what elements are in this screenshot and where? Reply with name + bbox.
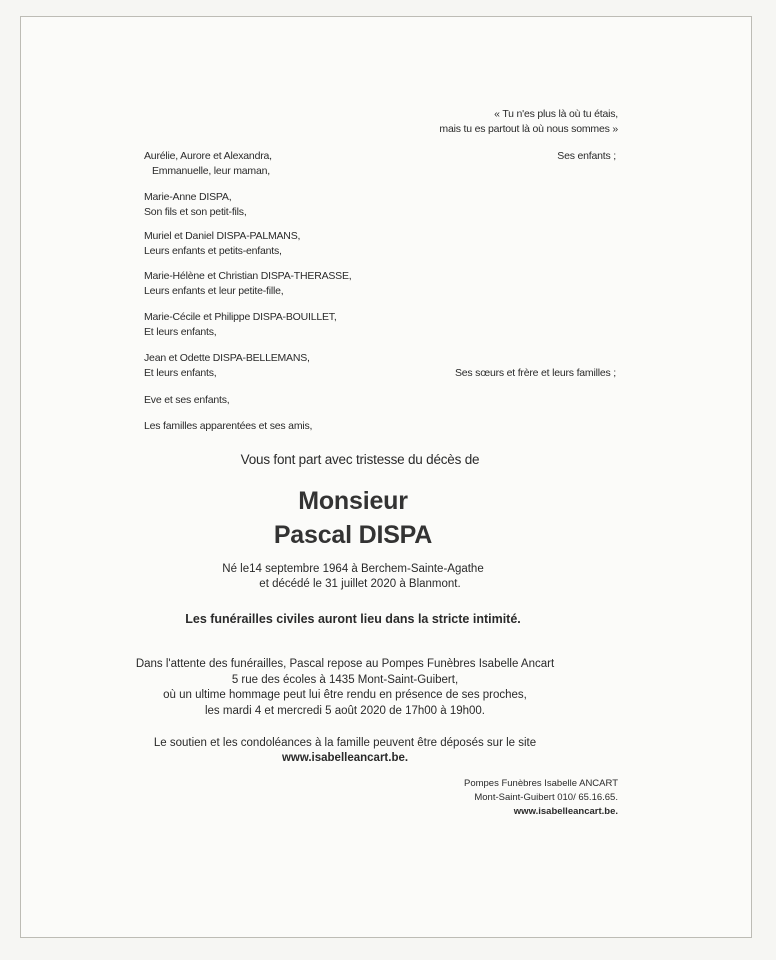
family-line: Et leurs enfants,	[144, 367, 217, 379]
family-line: Marie-Anne DISPA,	[144, 191, 232, 203]
birth-death-dates	[0, 562, 706, 592]
family-entry	[144, 310, 337, 340]
siblings-label: Ses sœurs et frère et leurs familles ;	[454, 367, 616, 379]
funeral-home-signature	[464, 777, 618, 819]
deceased-title: Monsieur	[298, 487, 408, 515]
family-line: Leurs enfants et leur petite-fille,	[144, 285, 284, 297]
family-entry	[144, 269, 352, 299]
visitation-line-3: où un ultime hommage peut lui être rendu en présence de ses proches,	[163, 689, 527, 701]
family-entry	[144, 419, 312, 434]
family-entry	[144, 351, 310, 381]
visitation-line-4: les mardi 4 et mercredi 5 août 2020 de 17h00 à 19h00.	[204, 704, 486, 717]
quote-line-2: mais tu es partout là où nous sommes »	[439, 123, 618, 135]
deceased-name: Pascal DISPA	[273, 521, 433, 549]
family-line: Jean et Odette DISPA-BELLEMANS,	[144, 352, 310, 364]
visitation-info	[0, 657, 690, 719]
funeral-home-address-phone: Mont-Saint-Guibert 010/ 65.16.65.	[474, 792, 618, 803]
family-line: Emmanuelle, leur maman,	[152, 165, 270, 177]
family-line: Muriel et Daniel DISPA-PALMANS,	[144, 230, 301, 242]
birth-line: Né le14 septembre 1964 à Berchem-Sainte-Agathe	[222, 563, 484, 575]
condolences-website-link[interactable]: www.isabelleancart.be.	[281, 752, 409, 764]
family-line: Marie-Cécile et Philippe DISPA-BOUILLET,	[144, 311, 337, 323]
funeral-home-website-link[interactable]: www.isabelleancart.be.	[513, 806, 618, 817]
announcement-intro: Vous font part avec tristesse du décès de	[240, 452, 480, 467]
family-entry	[144, 393, 230, 408]
family-entry	[144, 229, 300, 259]
page-frame	[20, 16, 752, 938]
epigraph-quote	[439, 107, 618, 137]
death-line: et décédé le 31 juillet 2020 à Blanmont.	[259, 578, 461, 590]
family-line: Les familles apparentées et ses amis,	[144, 420, 313, 432]
condolences-info	[0, 736, 690, 766]
funeral-home-name: Pompes Funèbres Isabelle ANCART	[463, 778, 618, 789]
funeral-notice: Les funérailles civiles auront lieu dans la stricte intimité.	[185, 612, 521, 626]
children-label: Ses enfants ;	[557, 150, 616, 162]
visitation-line-1: Dans l'attente des funérailles, Pascal repose au Pompes Funèbres Isabelle Ancart	[135, 658, 555, 670]
family-line: Et leurs enfants,	[144, 326, 217, 338]
visitation-line-2: 5 rue des écoles à 1435 Mont-Saint-Guibert,	[231, 673, 459, 686]
family-line: Aurélie, Aurore et Alexandra,	[144, 150, 272, 162]
family-line: Leurs enfants et petits-enfants,	[144, 245, 282, 257]
quote-line-1: « Tu n'es plus là où tu étais,	[494, 108, 618, 120]
family-entry	[144, 149, 272, 179]
family-line: Marie-Hélène et Christian DISPA-THERASSE,	[144, 270, 352, 282]
family-line: Son fils et son petit-fils,	[144, 206, 247, 218]
family-line: Eve et ses enfants,	[144, 394, 230, 406]
family-entry	[144, 190, 247, 220]
condolences-line: Le soutien et les condoléances à la famille peuvent être déposés sur le site	[153, 737, 537, 749]
